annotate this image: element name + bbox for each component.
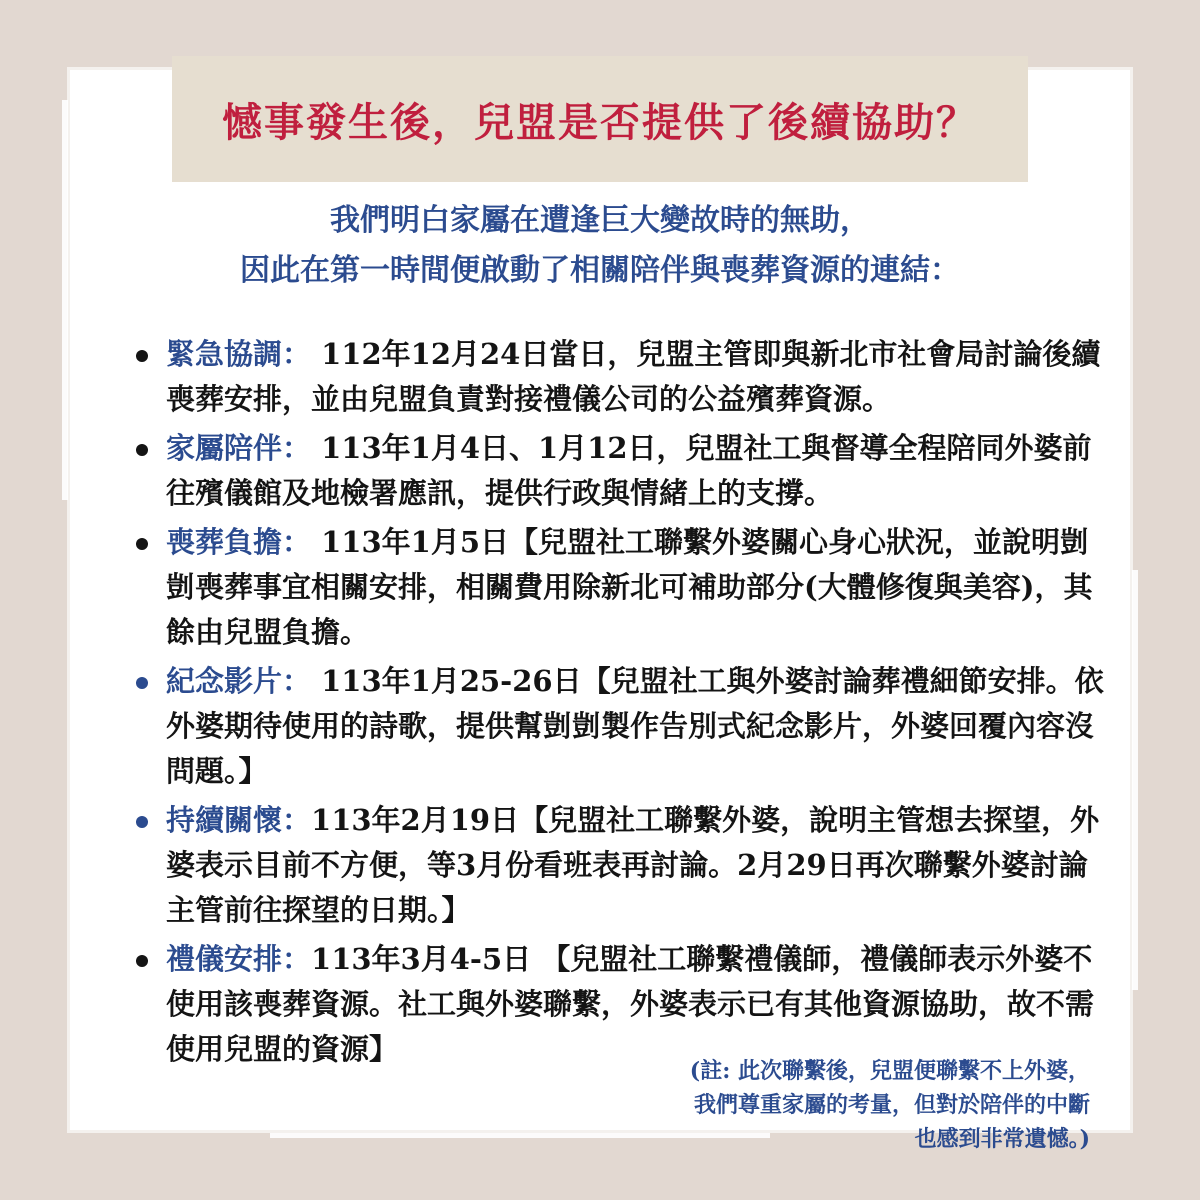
footnote-line-1: (註: 此次聯繫後，兒盟便聯繫不上外婆， (689, 1058, 1090, 1084)
footnote-line-3: 也感到非常遺憾。) (914, 1126, 1090, 1152)
footnote (600, 1054, 1090, 1156)
item-text: 112年12月24日當日，兒盟主管即與新北市社會局討論後續喪葬安排，並由兒盟負責對接禮儀公司的公益殯葬資源。 (166, 337, 1101, 416)
bullet-icon (136, 538, 148, 550)
item-label: 喪葬負擔： (166, 525, 312, 559)
bullet-icon (136, 444, 148, 456)
item-label: 家屬陪伴： (166, 431, 312, 465)
bullet-icon (136, 955, 148, 967)
brush-stroke-right (1132, 570, 1138, 990)
item-text: 113年1月25-26日【兒盟社工與外婆討論葬禮細節安排。依外婆期待使用的詩歌，提供幫剴剴製作告別式紀念影片，外婆回覆內容沒問題。】 (166, 664, 1104, 788)
item-label: 紀念影片： (166, 664, 312, 698)
bullet-icon (136, 350, 148, 362)
list-item-memorial-video (130, 659, 1110, 794)
item-label: 緊急協調： (166, 337, 312, 371)
list-item-funeral-costs (130, 520, 1110, 655)
bullet-icon (136, 677, 148, 689)
brush-stroke-left (62, 100, 68, 500)
intro-line-2: 因此在第一時間便啟動了相關陪伴與喪葬資源的連結： (240, 253, 960, 288)
title-banner (172, 56, 1028, 182)
page-title: 憾事發生後，兒盟是否提供了後續協助？ (222, 98, 978, 146)
item-text: 113年3月4-5日 【兒盟社工聯繫禮儀師，禮儀師表示外婆不使用該喪葬資源。社工與外婆聯繫，外婆表示已有其他資源協助，故不需使用兒盟的資源】 (166, 942, 1095, 1066)
item-text: 113年1月4日、1月12日，兒盟社工與督導全程陪同外婆前往殯儀館及地檢署應訊，提供行政與情緒上的支撐。 (166, 431, 1092, 510)
list-item-ongoing-care (130, 798, 1110, 933)
item-text: 113年2月19日【兒盟社工聯繫外婆，說明主管想去探望，外婆表示目前不方便，等3月份看班表再討論。2月29日再次聯繫外婆討論主管前往探望的日期。】 (166, 803, 1100, 927)
intro-line-1: 我們明白家屬在遭逢巨大變故時的無助， (330, 203, 870, 238)
intro-text (100, 196, 1100, 296)
item-label: 持續關懷： (166, 803, 312, 837)
item-text: 113年1月5日【兒盟社工聯繫外婆關心身心狀況，並說明剴剴喪葬事宜相關安排，相關費用除新北可補助部分(大體修復與美容)，其餘由兒盟負擔。 (166, 525, 1093, 649)
list-item-emergency-coordination (130, 332, 1110, 422)
list-item-ceremony-arrangement (130, 937, 1110, 1072)
footnote-line-2: 我們尊重家屬的考量，但對於陪伴的中斷 (693, 1092, 1090, 1118)
bullet-icon (136, 816, 148, 828)
list-item-family-companionship (130, 426, 1110, 516)
item-label: 禮儀安排： (166, 942, 312, 976)
assistance-timeline-list (130, 332, 1110, 1076)
